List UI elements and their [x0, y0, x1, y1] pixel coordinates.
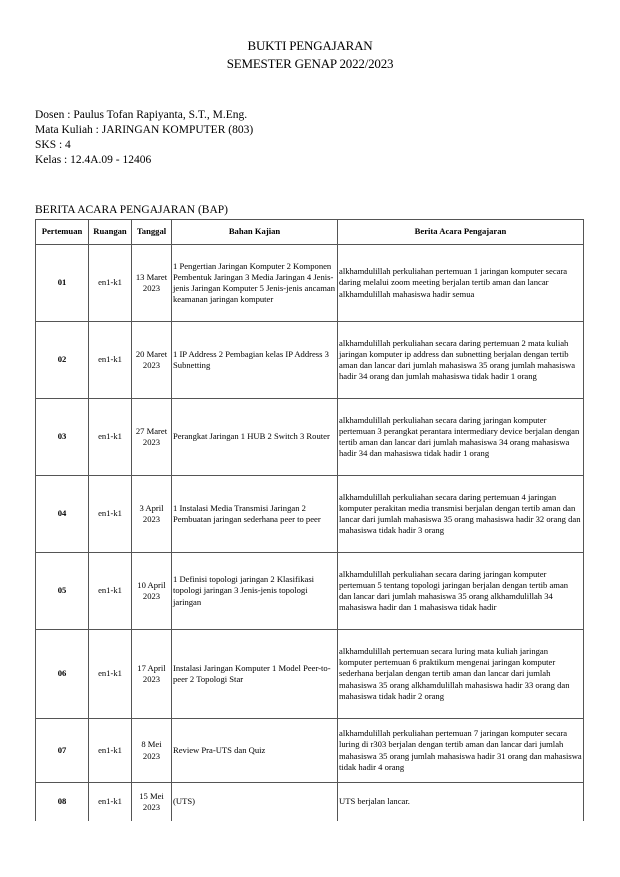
- cell-pertemuan: 04: [36, 476, 89, 553]
- cell-berita-acara: alkhamdulillah perkuliahan secara daring pertemuan 2 mata kuliah jaringan komputer ip address dan subnetting berjalan dengan tertib aman dan lancar dari jumlah mahasiswa 35 orang jumlah mahasiswa hadir 34 orang dan jumlah mahasiswa tidak hadir 1 orang: [338, 322, 584, 399]
- cell-tanggal: 17 April 2023: [132, 630, 172, 719]
- dosen-info: Dosen : Paulus Tofan Rapiyanta, S.T., M.Eng.: [35, 109, 248, 121]
- cell-berita-acara: alkhamdulillah perkuliahan secara daring jaringan komputer pertemuan 5 tentang topologi jaringan berjalan dengan tertib aman dan lancar dari jumlah mahasiswa 35 orang alkhamdulillah 34 mahasiswa hadir dan 1 mahasiswa tidak hadir: [338, 553, 584, 630]
- column-header-bahan-kajian: Bahan Kajian: [172, 220, 338, 245]
- table-row: [36, 476, 584, 553]
- cell-berita-acara: alkhamdulillah perkuliahan pertemuan 1 jaringan komputer secara daring melalui zoom meeting berjalan tertib aman dan lancar alkhamdulillah mahasiswa hadir semua: [338, 245, 584, 322]
- column-header-tanggal: Tanggal: [132, 220, 172, 245]
- cell-ruangan: en1-k1: [89, 399, 132, 476]
- cell-bahan-kajian: Perangkat Jaringan 1 HUB 2 Switch 3 Router: [172, 399, 338, 476]
- cell-tanggal: 20 Maret 2023: [132, 322, 172, 399]
- cell-pertemuan: 08: [36, 783, 89, 821]
- cell-bahan-kajian: 1 Instalasi Media Transmisi Jaringan 2 Pembuatan jaringan sederhana peer to peer: [172, 476, 338, 553]
- document-title: BUKTI PENGAJARAN: [247, 38, 373, 53]
- cell-bahan-kajian: Review Pra-UTS dan Quiz: [172, 719, 338, 783]
- cell-bahan-kajian: (UTS): [172, 783, 338, 821]
- cell-tanggal: 13 Maret 2023: [132, 245, 172, 322]
- cell-ruangan: en1-k1: [89, 245, 132, 322]
- cell-berita-acara: UTS berjalan lancar.: [338, 783, 584, 821]
- sks-info: SKS : 4: [35, 139, 71, 151]
- cell-tanggal: 10 April 2023: [132, 553, 172, 630]
- table-row: [36, 553, 584, 630]
- cell-pertemuan: 03: [36, 399, 89, 476]
- table-row: [36, 630, 584, 719]
- table-row: [36, 719, 584, 783]
- cell-tanggal: 27 Maret 2023: [132, 399, 172, 476]
- cell-pertemuan: 01: [36, 245, 89, 322]
- cell-ruangan: en1-k1: [89, 719, 132, 783]
- cell-bahan-kajian: 1 Pengertian Jaringan Komputer 2 Komponen Pembentuk Jaringan 3 Media Jaringan 4 Jenis-jenis Jaringan Komputer 5 Jenis-jenis ancaman keamanan jaringan komputer: [172, 245, 338, 322]
- table-header-row: [36, 220, 584, 245]
- cell-ruangan: en1-k1: [89, 322, 132, 399]
- kelas-info: Kelas : 12.4A.09 - 12406: [35, 154, 152, 166]
- cell-ruangan: en1-k1: [89, 476, 132, 553]
- cell-ruangan: en1-k1: [89, 553, 132, 630]
- cell-ruangan: en1-k1: [89, 783, 132, 821]
- cell-pertemuan: 05: [36, 553, 89, 630]
- cell-tanggal: 8 Mei 2023: [132, 719, 172, 783]
- document-subtitle: SEMESTER GENAP 2022/2023: [226, 56, 394, 71]
- mata-kuliah-info: Mata Kuliah : JARINGAN KOMPUTER (803): [35, 124, 254, 136]
- cell-berita-acara: alkhamdulillah perkuliahan pertemuan 7 jaringan komputer secara luring di r303 berjalan dengan tertib aman dan lancar dari jumlah mahasiswa 35 orang jumlah mahasiswa hadir 31 orang dan mahasiswa tidak hadir 4 orang: [338, 719, 584, 783]
- cell-pertemuan: 02: [36, 322, 89, 399]
- cell-berita-acara: alkhamdulillah perkuliahan secara daring pertemuan 4 jaringan komputer perakitan media transmisi berjalan dengan tertib aman dan lancar dari jumlah mahasiswa 35 orang mahasiswa hadir 32 orang dan mahasiswa tidak hadir 3 orang: [338, 476, 584, 553]
- table-row: [36, 322, 584, 399]
- cell-pertemuan: 06: [36, 630, 89, 719]
- cell-bahan-kajian: 1 Definisi topologi jaringan 2 Klasifikasi topologi jaringan 3 Jenis-jenis topologi jaringan: [172, 553, 338, 630]
- column-header-ruangan: Ruangan: [89, 220, 132, 245]
- section-title: BERITA ACARA PENGAJARAN (BAP): [35, 204, 229, 216]
- table-row: [36, 245, 584, 322]
- bap-table: [35, 219, 584, 821]
- cell-berita-acara: alkhamdulillah pertemuan secara luring mata kuliah jaringan komputer pertemuan 6 praktikum mengenai jaringan komputer sederhana berjalan dengan tertib aman dan lancar dari jumlah mahasiswa 35 orang alkhamdulillah mahasiswa hadir 33 orang dan mahasiswa tidak hadir 2 orang: [338, 630, 584, 719]
- cell-bahan-kajian: Instalasi Jaringan Komputer 1 Model Peer-to-peer 2 Topologi Star: [172, 630, 338, 719]
- column-header-berita-acara: Berita Acara Pengajaran: [338, 220, 584, 245]
- table-row: [36, 399, 584, 476]
- cell-bahan-kajian: 1 IP Address 2 Pembagian kelas IP Address 3 Subnetting: [172, 322, 338, 399]
- table-row: [36, 783, 584, 821]
- cell-ruangan: en1-k1: [89, 630, 132, 719]
- cell-tanggal: 3 April 2023: [132, 476, 172, 553]
- cell-pertemuan: 07: [36, 719, 89, 783]
- cell-tanggal: 15 Mei 2023: [132, 783, 172, 821]
- column-header-pertemuan: Pertemuan: [36, 220, 89, 245]
- cell-berita-acara: alkhamdulillah perkuliahan secara daring jaringan komputer pertemuan 3 perangkat perantara intermediary device berjalan dengan tertib aman dan lancar dari jumlah mahasiswa 34 orang mahasiswa hadir 34 dan mahasiswa tidak hadir 1 orang: [338, 399, 584, 476]
